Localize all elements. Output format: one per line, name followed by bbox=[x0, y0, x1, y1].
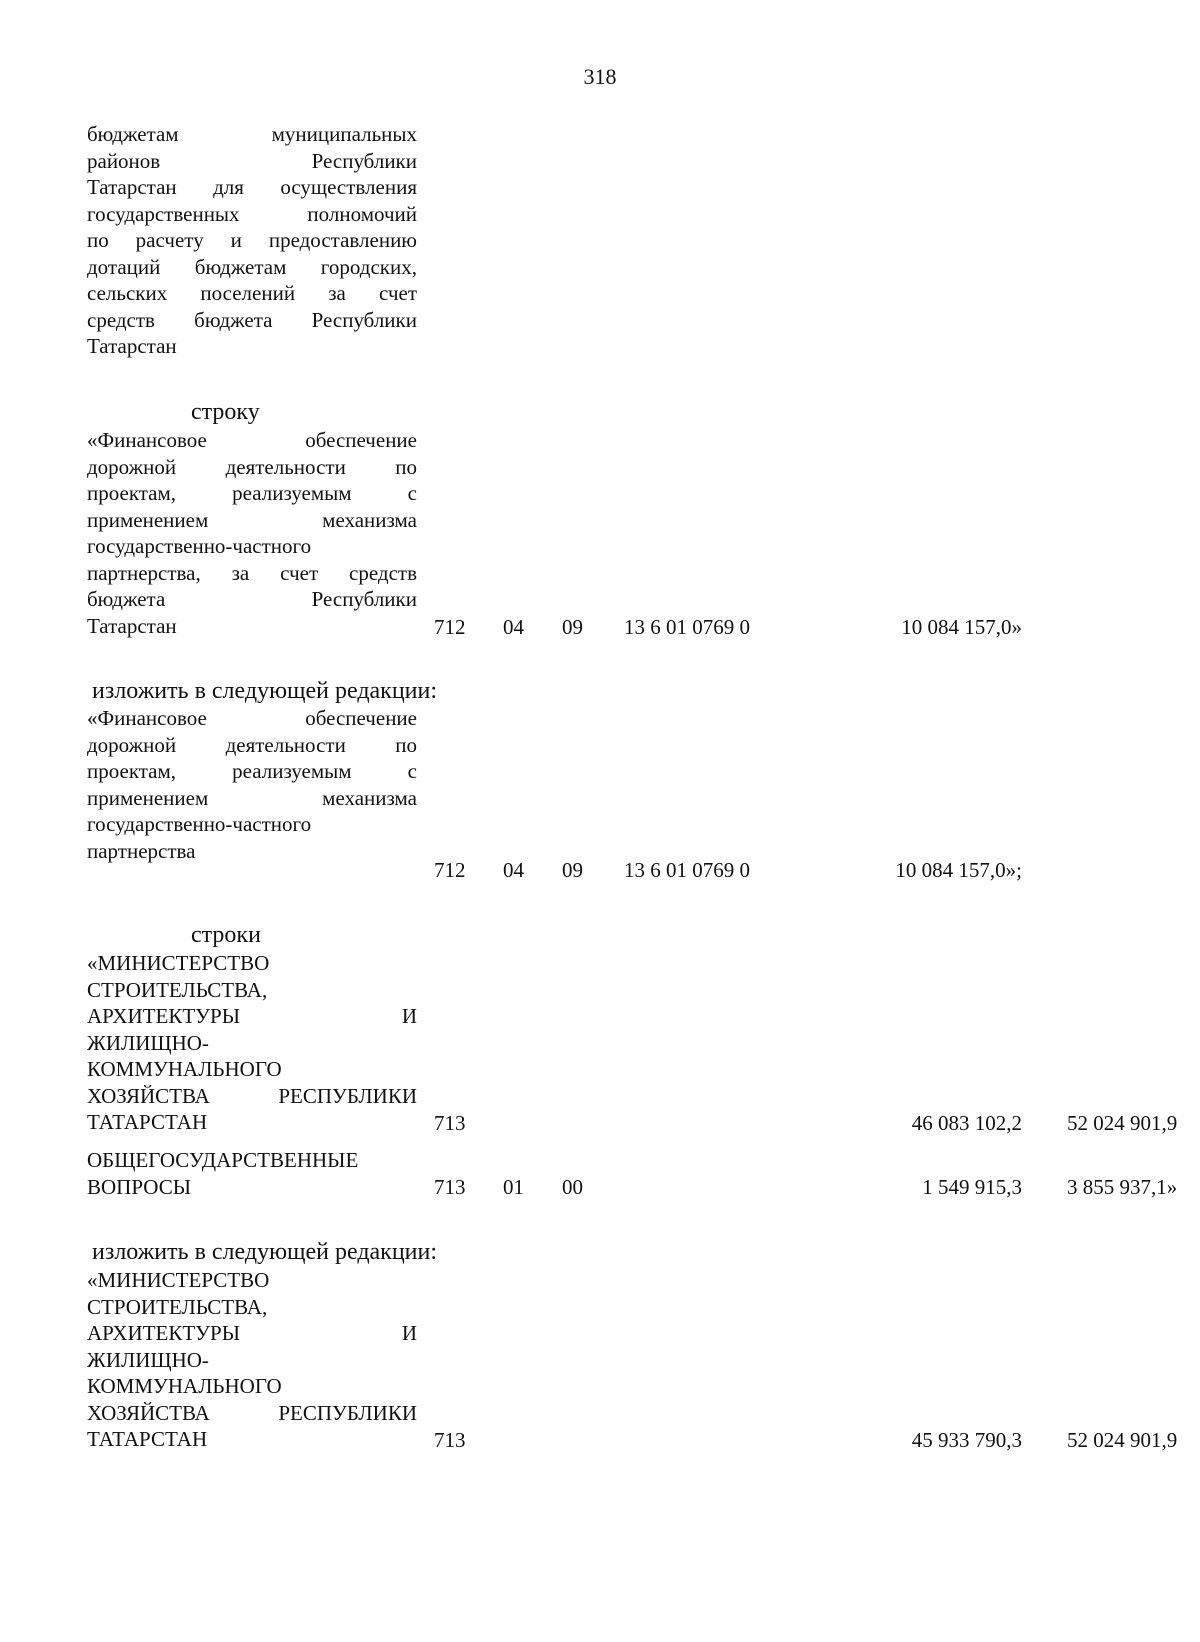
section3-heading: строки bbox=[191, 922, 261, 948]
text-line: государственных полномочий bbox=[87, 201, 417, 226]
block1-description bbox=[87, 121, 417, 360]
text-line: проектам, реализуемым с bbox=[87, 759, 417, 783]
text-line: государственно-частного bbox=[87, 534, 312, 558]
vedom-code: 712 bbox=[434, 615, 466, 639]
pr-code: 00 bbox=[562, 1175, 583, 1199]
text-line: дорожной деятельности по bbox=[87, 732, 417, 757]
sum-value: 10 084 157,0» bbox=[901, 615, 1022, 639]
text-line: Татарстан bbox=[87, 613, 177, 638]
section1-heading: строку bbox=[191, 399, 260, 425]
text-line: ЖИЛИЩНО- bbox=[87, 1347, 209, 1372]
text-line: ТАТАРСТАН bbox=[87, 1427, 208, 1451]
csr-code: 13 6 01 0769 0 bbox=[624, 858, 750, 882]
text-line: ХОЗЯЙСТВА РЕСПУБЛИКИ bbox=[87, 1083, 417, 1108]
text-line: КОММУНАЛЬНОГО bbox=[87, 1057, 282, 1081]
text-line: сельских поселений за счет bbox=[87, 281, 417, 305]
vedom-code: 712 bbox=[434, 858, 466, 882]
text-line: Татарстан bbox=[87, 334, 177, 358]
text-line: «Финансовое обеспечение bbox=[87, 428, 417, 452]
text-line: бюджета Республики bbox=[87, 587, 417, 611]
section1-description bbox=[87, 427, 417, 639]
text-line: применением механизма bbox=[87, 785, 417, 810]
text-line: партнерства bbox=[87, 838, 196, 863]
section3-description bbox=[87, 950, 417, 1136]
text-line: средств бюджета Республики bbox=[87, 307, 417, 332]
text-line: «МИНИСТЕРСТВО bbox=[87, 1268, 270, 1292]
text-line: дорожной деятельности по bbox=[87, 454, 417, 479]
sum-value: 1 549 915,3 bbox=[922, 1175, 1022, 1199]
page-number: 318 bbox=[583, 64, 617, 89]
pr-code: 09 bbox=[562, 615, 583, 639]
vedom-code: 713 bbox=[434, 1428, 466, 1452]
rz-code: 01 bbox=[503, 1175, 524, 1199]
text-line: бюджетам муниципальных bbox=[87, 122, 417, 146]
section4-heading: изложить в следующей редакции: bbox=[92, 1239, 438, 1265]
text-line: АРХИТЕКТУРЫ И bbox=[87, 1321, 417, 1345]
text-line: дотаций бюджетам городских, bbox=[87, 254, 417, 279]
text-line: ТАТАРСТАН bbox=[87, 1110, 208, 1134]
text-line: применением механизма bbox=[87, 507, 417, 532]
text-line: ХОЗЯЙСТВА РЕСПУБЛИКИ bbox=[87, 1400, 417, 1425]
rz-code: 04 bbox=[503, 615, 524, 639]
rz-code: 04 bbox=[503, 858, 524, 882]
text-line: АРХИТЕКТУРЫ И bbox=[87, 1004, 417, 1028]
section3-sub-description bbox=[87, 1147, 417, 1200]
sum-value-2: 52 024 901,9 bbox=[1067, 1111, 1178, 1135]
text-line: «Финансовое обеспечение bbox=[87, 706, 417, 730]
text-line: «МИНИСТЕРСТВО bbox=[87, 951, 270, 975]
text-line: государственно-частного bbox=[87, 812, 312, 836]
text-line: проектам, реализуемым с bbox=[87, 481, 417, 505]
text-line: СТРОИТЕЛЬСТВА, bbox=[87, 1294, 268, 1319]
text-line: по расчету и предоставлению bbox=[87, 228, 417, 252]
vedom-code: 713 bbox=[434, 1111, 466, 1135]
text-line: районов Республики bbox=[87, 148, 417, 173]
csr-code: 13 6 01 0769 0 bbox=[624, 615, 750, 639]
text-line: ОБЩЕГОСУДАРСТВЕННЫЕ bbox=[87, 1148, 359, 1172]
sum-value-2: 3 855 937,1» bbox=[1067, 1175, 1178, 1199]
sum-value: 46 083 102,2 bbox=[911, 1111, 1022, 1135]
text-line: ЖИЛИЩНО- bbox=[87, 1030, 209, 1055]
section2-description bbox=[87, 705, 417, 864]
section2-heading: изложить в следующей редакции: bbox=[92, 678, 438, 704]
text-line: партнерства, за счет средств bbox=[87, 560, 417, 585]
text-line: ВОПРОСЫ bbox=[87, 1174, 192, 1199]
section4-description bbox=[87, 1267, 417, 1453]
text-line: СТРОИТЕЛЬСТВА, bbox=[87, 977, 268, 1002]
text-line: КОММУНАЛЬНОГО bbox=[87, 1374, 282, 1398]
sum-value-2: 52 024 901,9 bbox=[1067, 1428, 1178, 1452]
text-line: Татарстан для осуществления bbox=[87, 175, 417, 199]
vedom-code: 713 bbox=[434, 1175, 466, 1199]
sum-value: 45 933 790,3 bbox=[911, 1428, 1022, 1452]
sum-value: 10 084 157,0»; bbox=[895, 858, 1022, 882]
pr-code: 09 bbox=[562, 858, 583, 882]
